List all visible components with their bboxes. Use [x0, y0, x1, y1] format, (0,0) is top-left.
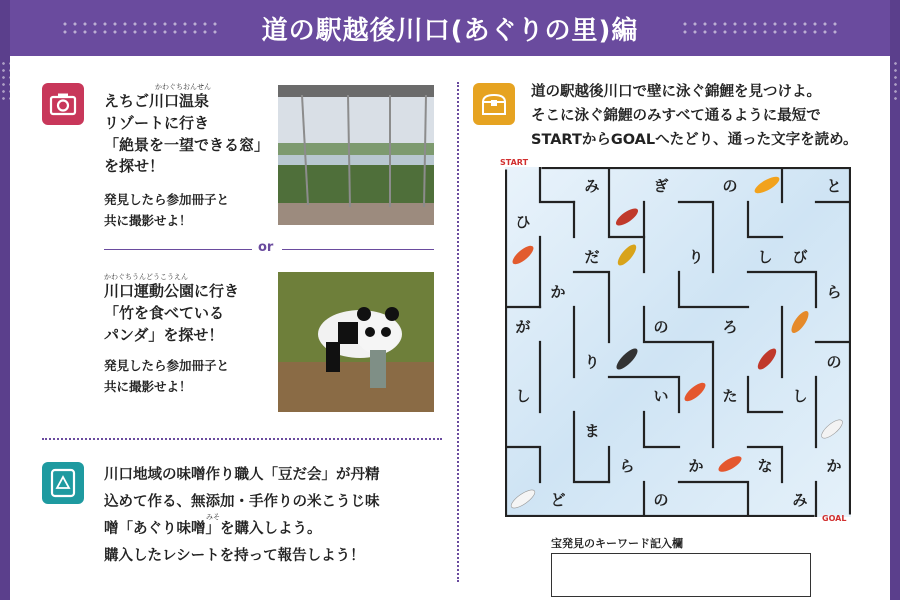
mission1-line: を探せ！	[104, 157, 165, 176]
maze-char: い	[653, 387, 669, 405]
maze-char: し	[515, 387, 531, 405]
maze-char: み	[584, 177, 600, 195]
mission2-sub-line: 発見したら参加冊子と	[104, 358, 230, 373]
maze-char: が	[515, 318, 531, 336]
mission1-ruby: かわぐちおんせん	[155, 83, 211, 91]
side-dots-left	[0, 60, 22, 100]
maze-char: ら	[826, 283, 842, 301]
maze-char: し	[757, 248, 773, 266]
mission2-ruby: かわぐちうんどうこうえん	[104, 273, 188, 281]
mission3-text	[104, 466, 380, 565]
card-icon-box	[42, 462, 84, 504]
maze-start-label: START	[500, 158, 529, 167]
maze-char: か	[826, 457, 842, 475]
mission3-line: 購入したレシートを持って報告しよう！	[104, 547, 365, 564]
mission3-line: 込めて作る、無添加・手作りの米こうじ味	[104, 493, 380, 510]
maze-char: ら	[619, 457, 635, 475]
answer-field[interactable]	[551, 553, 811, 597]
maze-char: ぎ	[653, 177, 669, 195]
mission1-sub-line: 共に撮影せよ！	[104, 212, 192, 228]
or-divider-right	[282, 249, 434, 250]
mission2-sub-line: 共に撮影せよ！	[104, 378, 192, 394]
title-banner	[10, 0, 890, 56]
maze-char: ど	[550, 491, 566, 509]
mission3-line: 川口地域の味噌作り職人「豆だ会」が丹精	[104, 467, 380, 483]
maze-char: り	[688, 248, 704, 266]
camera-icon	[49, 92, 77, 116]
or-divider-left	[104, 249, 252, 250]
maze-intro	[531, 83, 858, 149]
maze-char: び	[792, 248, 808, 266]
maze-char: か	[550, 283, 566, 301]
banner-dots-right	[680, 20, 840, 36]
maze-char: ま	[584, 422, 600, 440]
page-frame	[10, 0, 890, 600]
mission2-sub	[104, 358, 229, 394]
section-divider-v	[457, 82, 459, 582]
maze-intro-line: STARTからGOALへたどり、通った文字を読め。	[531, 132, 858, 149]
maze-char: の	[722, 177, 738, 195]
mission2-text	[104, 282, 239, 344]
photo-onsen-window	[278, 85, 434, 225]
maze-char: た	[722, 387, 738, 405]
mission3-line: 噌「あぐり味噌」を購入しよう。	[104, 520, 322, 537]
answer-label: 宝発見のキーワード記入欄	[551, 537, 683, 550]
maze-char: ひ	[515, 213, 531, 231]
banner-dots-left	[60, 20, 220, 36]
page-title: 道の駅越後川口(あぐりの里)編	[261, 15, 639, 46]
mission1-sub	[104, 192, 229, 228]
treasure-chest-icon	[480, 92, 508, 116]
maze-walls	[505, 167, 851, 517]
card-icon	[50, 468, 76, 498]
maze-char: ろ	[722, 318, 738, 336]
mission1-text	[104, 92, 269, 176]
maze-char: の	[653, 318, 669, 336]
maze-char: の	[826, 353, 842, 371]
maze-char: り	[584, 353, 600, 371]
maze-char: と	[826, 177, 842, 195]
maze-char: の	[653, 491, 669, 509]
mission2-line: 川口運動公園に行き	[104, 282, 240, 300]
section-divider-h	[42, 438, 442, 440]
side-dots-right	[878, 60, 900, 100]
treasure-chest-icon-box	[473, 83, 515, 125]
mission1-line: 「絶景を一望できる窓」	[104, 135, 270, 154]
mission2-line: 「竹を食べている	[104, 303, 225, 322]
mission2-line: パンダ」を探せ！	[104, 325, 224, 344]
mission3-ruby: みそ	[206, 513, 220, 521]
maze-char: し	[792, 387, 808, 405]
maze	[505, 167, 851, 517]
or-label: or	[258, 240, 274, 255]
mission1-sub-line: 発見したら参加冊子と	[104, 192, 230, 207]
maze-goal-label: GOAL	[822, 514, 847, 523]
mission1-line: えちご川口温泉	[104, 92, 210, 110]
camera-icon-box	[42, 83, 84, 125]
mission1-line: リゾートに行き	[104, 113, 210, 132]
photo-panda-statue	[278, 272, 434, 412]
maze-char: だ	[584, 248, 600, 266]
maze-char: か	[688, 457, 704, 475]
maze-char: な	[757, 457, 773, 475]
maze-intro-line: 道の駅越後川口で壁に泳ぐ錦鯉を見つけよ。	[531, 84, 821, 100]
maze-intro-line: そこに泳ぐ錦鯉のみすべて通るように最短で	[531, 108, 821, 125]
maze-char: み	[792, 491, 808, 509]
